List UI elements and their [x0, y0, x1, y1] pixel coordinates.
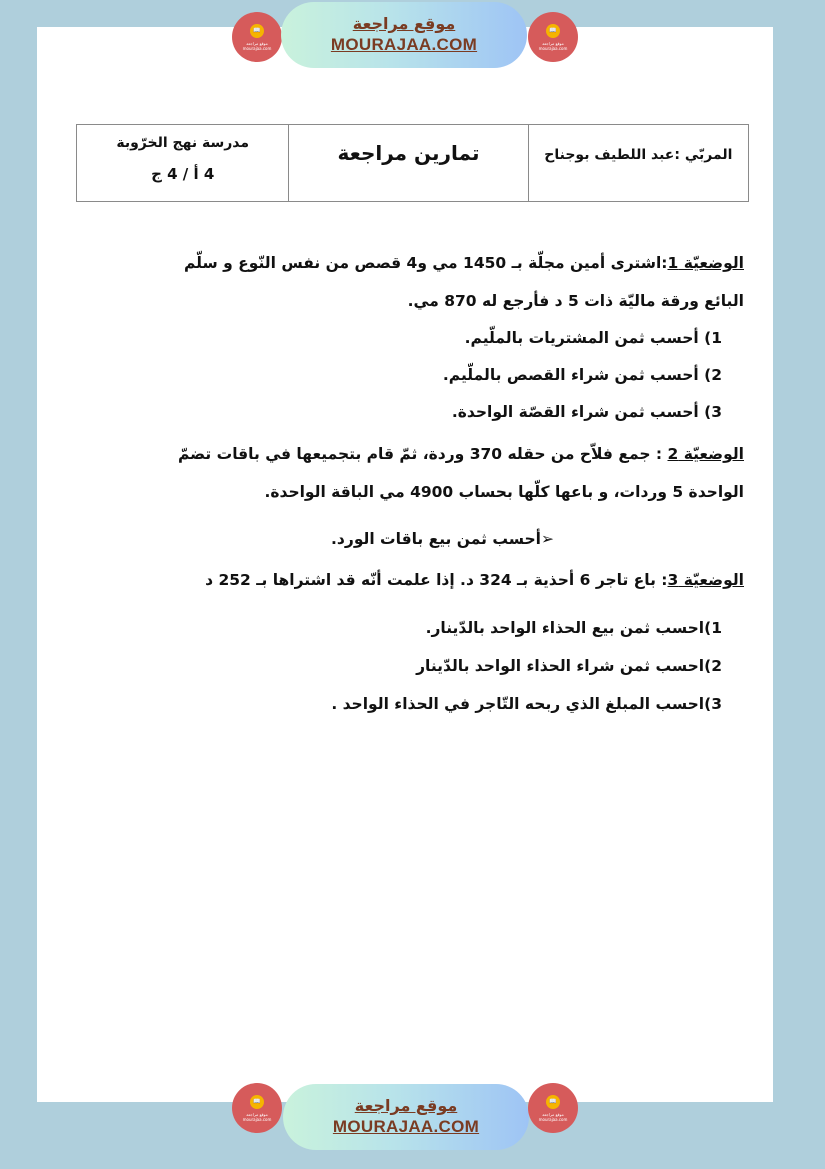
situation-2-label: الوضعيّة 2 [667, 445, 744, 463]
situation-1-line-2: البائع ورقة ماليّة ذات 5 د فأرجع له 870 مي. [407, 292, 744, 310]
banner-latin-text: MOURAJAA.COM [332, 1117, 480, 1136]
logo-book-icon: 📖 [250, 1095, 264, 1109]
mourajaa-badge-top-right [528, 12, 578, 62]
mourajaa-badge-top-left [232, 12, 282, 62]
situation-1-line-1: :اشترى أمين مجلّة بـ 1450 مي و4 قصص من نفس النّوع و سلّم [184, 254, 668, 272]
worksheet-content [108, 244, 744, 723]
badge-caption-en: mourajaa.com [538, 1116, 568, 1122]
class-label: 4 أ / 4 ج [151, 165, 215, 183]
question-item: 3) أحسب ثمن شراء القصّة الواحدة. [451, 403, 722, 421]
banner-arabic-text: موقع مراجعة [354, 1096, 458, 1115]
situation-3-label: الوضعيّة 3 [667, 571, 744, 589]
school-cell [77, 125, 288, 201]
question-item: 2) أحسب ثمن شراء القصص بالملّيم. [442, 366, 722, 384]
teacher-name: المربّي :عبد اللطيف بوجناح [544, 147, 733, 163]
badge-caption-ar: موقع مراجعة [542, 1111, 564, 1117]
logo-book-icon: 📖 [546, 1095, 560, 1109]
badge-caption-en: mourajaa.com [538, 45, 568, 51]
situation-1-statement [108, 244, 744, 320]
worksheet-title: تمارين مراجعة [337, 141, 480, 165]
badge-caption-ar: موقع مراجعة [542, 40, 564, 46]
question-item: 1)احسب ثمن بيع الحذاء الواحد بالدّينار. [425, 619, 722, 637]
situation-1-label: الوضعيّة 1 [667, 254, 744, 272]
situation-3-line-1: : باع تاجر 6 أحذية بـ 324 د. إذا علمت أنّه قد اشتراها بـ 252 د [205, 571, 668, 589]
situation-1-questions [108, 320, 744, 431]
mourajaa-badge-bottom-left [232, 1083, 282, 1133]
situation-2-line-2: الواحدة 5 وردات، و باعها كلّها بحساب 4900 مي الباقة الواحدة. [264, 483, 744, 501]
badge-caption-ar: موقع مراجعة [246, 40, 268, 46]
situation-1 [108, 244, 744, 431]
question-text: أحسب ثمن بيع باقات الورد. [331, 530, 541, 548]
site-banner-top[interactable] [281, 2, 527, 68]
worksheet-header-table [76, 124, 749, 202]
situation-3-statement [108, 561, 744, 599]
site-banner-bottom[interactable] [283, 1084, 529, 1150]
question-item: 1) أحسب ثمن المشتريات بالملّيم. [464, 329, 722, 347]
situation-3 [108, 561, 744, 723]
badge-caption-ar: موقع مراجعة [246, 1111, 268, 1117]
situation-2-line-1: : جمع فلاّح من حقله 370 وردة، ثمّ قام بتجميعها في باقات تضمّ [177, 445, 668, 463]
arrow-bullet-icon: ➢ [541, 530, 554, 548]
banner-arabic-text: موقع مراجعة [352, 14, 456, 33]
logo-book-icon: 📖 [250, 24, 264, 38]
banner-latin-text: MOURAJAA.COM [330, 35, 478, 54]
situation-3-questions [108, 609, 744, 723]
teacher-cell [528, 125, 748, 201]
situation-2-statement [108, 435, 744, 511]
badge-caption-en: mourajaa.com [242, 45, 272, 51]
question-item: 3)احسب المبلغ الذي ربحه التّاجر في الحذاء الواحد . [331, 695, 722, 713]
mourajaa-badge-bottom-right [528, 1083, 578, 1133]
school-name: مدرسة نهج الخرّوبة [116, 135, 250, 151]
logo-book-icon: 📖 [546, 24, 560, 38]
badge-caption-en: mourajaa.com [242, 1116, 272, 1122]
situation-2 [108, 435, 744, 559]
title-cell [288, 125, 527, 201]
situation-2-question [108, 519, 744, 559]
question-item: 2)احسب ثمن شراء الحذاء الواحد بالدّينار [416, 657, 722, 675]
